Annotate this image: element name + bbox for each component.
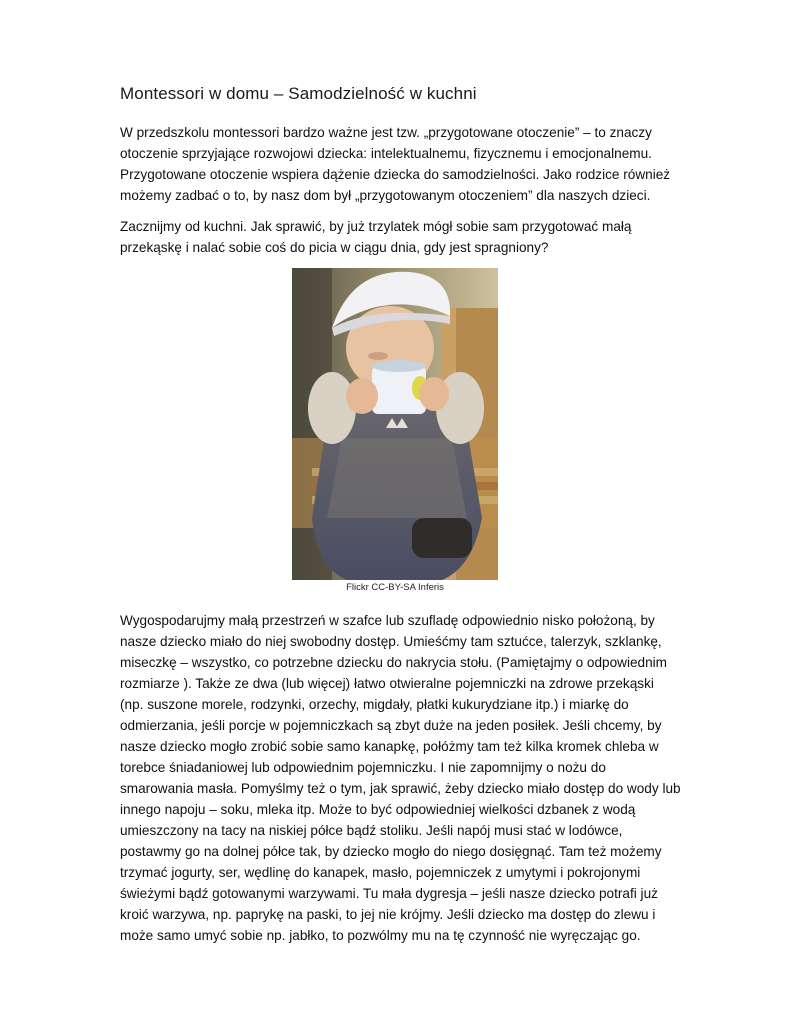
kitchen-question-paragraph	[120, 216, 680, 258]
text-line: Przygotowane otoczenie wspiera dążenie dziecka do samodzielności. Jako rodzice również	[120, 167, 671, 182]
text-line: innego napoju – soku, mleka itp. Może to być odpowiedniej wielkości dzbanek z wodą	[120, 802, 636, 817]
text-line: może samo umyć sobie np. jabłko, to pozwólmy mu na tę czynność nie wyręczając go.	[120, 928, 641, 943]
body-paragraph	[120, 610, 680, 946]
text-line: torebce śniadaniowej lub odpowiednim pojemniczku. I nie zapomnijmy o nożu do	[120, 760, 606, 775]
text-line: W przedszkolu montessori bardzo ważne jest tzw. „przygotowane otoczenie” – to znaczy	[120, 125, 652, 140]
document-title: Montessori w domu – Samodzielność w kuchni	[120, 84, 477, 103]
intro-paragraph	[120, 122, 680, 206]
text-line: postawmy go na dolnej półce tak, by dziecko mogło do niego dosięgnąć. Tam też możemy	[120, 844, 662, 859]
text-line: umieszczony na tacy na niskiej półce bądź stoliku. Jeśli napój musi stać w lodówce,	[120, 823, 623, 838]
text-line: otoczenie sprzyjające rozwojowi dziecka: intelektualnemu, fizycznemu i emocjonalnemu.	[120, 146, 652, 161]
text-line: świeżymi bądź gotowanymi warzywami. Tu mała dygresja – jeśli nasze dziecko potrafi już	[120, 886, 658, 901]
text-line: trzymać jogurty, ser, wędlinę do kanapek, masło, pojemniczek z umytymi i pokrojonymi	[120, 865, 641, 880]
text-line: (np. suszone morele, rodzynki, orzechy, migdały, płatki kukurydziane itp.) i miarkę do	[120, 697, 629, 712]
text-line: rozmiarze ). Także ze dwa (lub więcej) łatwo otwieralne pojemniczki na zdrowe przekąski	[120, 676, 654, 691]
text-line: Wygospodarujmy małą przestrzeń w szafce lub szufladę odpowiednio nisko położoną, by	[120, 613, 655, 628]
text-line: nasze dziecko miało do niej swobodny dostęp. Umieśćmy tam sztućce, talerzyk, szklankę,	[120, 634, 662, 649]
text-line: możemy zadbać o to, by nasz dom był „przygotowanym otoczeniem” dla naszych dzieci.	[120, 188, 651, 203]
text-line: kroić warzywa, np. paprykę na paski, to jej nie krójmy. Jeśli dziecko ma dostęp do zlewu i	[120, 907, 656, 922]
text-line: nasze dziecko mogło zrobić sobie samo kanapkę, połóżmy tam też kilka kromek chleba w	[120, 739, 659, 754]
child-drinking-photo	[292, 268, 498, 580]
text-line: odmierzania, jeśli porcje w pojemniczkach są zbyt duże na jeden posiłek. Jeśli chcemy, by	[120, 718, 662, 733]
text-line: przekąskę i nalać sobie coś do picia w ciągu dnia, gdy jest spragniony?	[120, 240, 549, 255]
text-line: Zacznijmy od kuchni. Jak sprawić, by już trzylatek mógł sobie sam przygotować małą	[120, 219, 632, 234]
text-line: smarowania masła. Pomyślmy też o tym, jak sprawić, żeby dziecko miało dostęp do wody lub	[120, 781, 681, 796]
text-line: miseczkę – wszystko, co potrzebne dziecku do nakrycia stołu. (Pamiętajmy o odpowiednim	[120, 655, 668, 670]
photo-caption: Flickr CC-BY-SA Inferis	[346, 582, 444, 593]
